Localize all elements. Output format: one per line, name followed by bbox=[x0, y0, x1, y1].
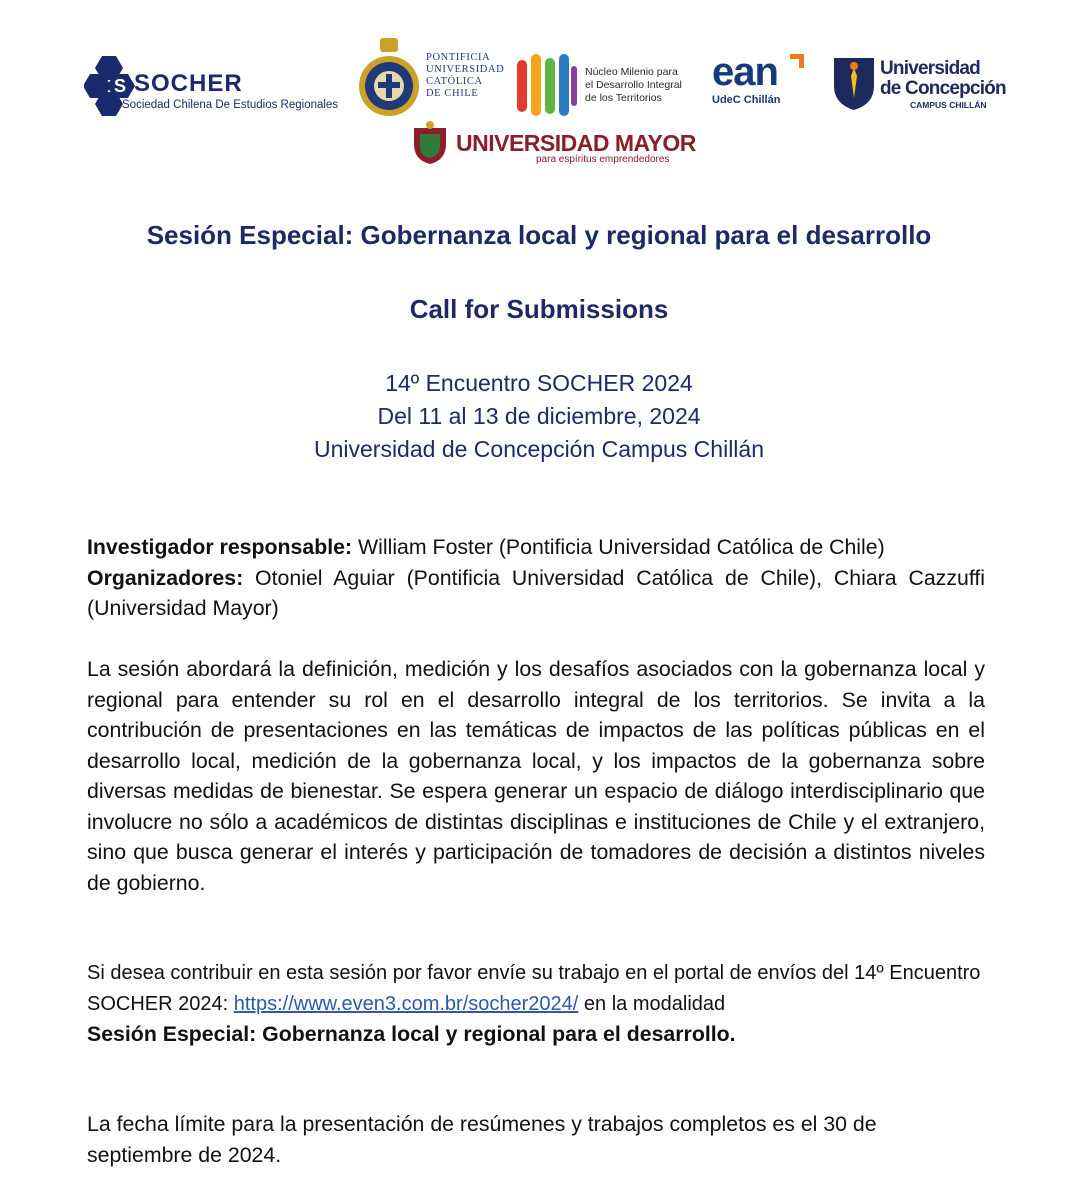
description-paragraph: La sesión abordará la definición, medición y los desafíos asociados con la gobernanza local y regional para entender su rol en el desarrollo integral de los territorios. Se invita a la contribución de presentaciones en las temáticas de impactos de las políticas públicas en el desarrollo local, medición de la gobernanza local, y los impactos de la gobernanza sobre diversas medidas de bienestar. Se espera generar un espacio de diálogo interdisciplinario que involucre no sólo a académicos de distintas disciplinas e instituciones de Chile y el extranjero, sino que busca generar el interés y participación de tomadores de decisión a distintos niveles de gobierno. bbox=[87, 657, 985, 895]
lead-researcher-line bbox=[87, 532, 985, 563]
lead-researcher-value: William Foster (Pontificia Universidad Católica de Chile) bbox=[352, 535, 885, 559]
event-name: 14º Encuentro SOCHER 2024 bbox=[385, 370, 693, 396]
event-dates: Del 11 al 13 de diciembre, 2024 bbox=[377, 403, 701, 429]
ean-subtitle: UdeC Chillán bbox=[712, 94, 781, 106]
udec-campus: CAMPUS CHILLÁN bbox=[910, 100, 987, 110]
socher-logo bbox=[84, 52, 354, 120]
udec-name-line1: Universidad bbox=[880, 58, 980, 79]
udec-shield-icon bbox=[832, 56, 876, 112]
ean-corner-icon bbox=[790, 54, 804, 68]
people-section bbox=[87, 532, 985, 624]
lead-researcher-label: Investigador responsable: bbox=[87, 535, 353, 559]
organizers-line bbox=[87, 563, 985, 624]
svg-text:S: S bbox=[114, 76, 127, 96]
socher-brand: SOCHER bbox=[134, 70, 243, 97]
umayor-brand: UNIVERSIDAD MAYOR bbox=[456, 130, 696, 156]
puc-name: PONTIFICIA UNIVERSIDAD CATÓLICA DE CHILE bbox=[426, 52, 505, 99]
puc-logo bbox=[358, 38, 508, 122]
ean-udec-logo bbox=[706, 50, 810, 114]
puc-seal-icon bbox=[358, 38, 420, 122]
nucleo-milenio-mark-icon bbox=[515, 52, 579, 118]
logo-header bbox=[0, 0, 1078, 180]
nucleo-milenio-name: Núcleo Milenio para el Desarrollo Integral de los Territorios bbox=[585, 66, 682, 104]
organizers-value: Otoniel Aguiar (Pontificia Universidad Católica de Chile), Chiara Cazzuffi (Universidad Mayor) bbox=[87, 565, 985, 620]
ean-brand: ean bbox=[712, 50, 778, 94]
session-title: Sesión Especial: Gobernanza local y regional para el desarrollo bbox=[146, 220, 932, 250]
submission-modality: Sesión Especial: Gobernanza local y regional para el desarrollo. bbox=[87, 1022, 736, 1046]
event-info bbox=[0, 367, 1078, 466]
udec-logo bbox=[832, 56, 1006, 116]
event-venue: Universidad de Concepción Campus Chillán bbox=[313, 436, 765, 462]
organizers-label: Organizadores: bbox=[87, 565, 244, 590]
socher-subtitle: Sociedad Chilena De Estudios Regionales bbox=[122, 99, 339, 111]
submission-portal-link[interactable]: https://www.even3.com.br/socher2024/ bbox=[233, 992, 579, 1015]
universidad-mayor-logo bbox=[412, 120, 696, 168]
umayor-subtitle: para espíritus emprendedores bbox=[536, 154, 670, 165]
call-for-submissions-title: Call for Submissions bbox=[409, 294, 669, 324]
umayor-shield-icon bbox=[412, 120, 448, 166]
submission-after-link: en la modalidad bbox=[578, 992, 726, 1015]
submission-intro: Si desea contribuir en esta sesión por favor envíe su trabajo en el portal de envíos del 14º Encuentro SOCHER 2024: bbox=[87, 962, 981, 1015]
nucleo-milenio-logo bbox=[515, 52, 695, 118]
udec-name-line2: de Concepción bbox=[880, 78, 1006, 99]
deadline-notice: La fecha límite para la presentación de resúmenes y trabajos completos es el 30 de septiembre de 2024. bbox=[87, 1112, 877, 1167]
session-description bbox=[87, 654, 985, 898]
submission-instructions bbox=[87, 958, 985, 1051]
